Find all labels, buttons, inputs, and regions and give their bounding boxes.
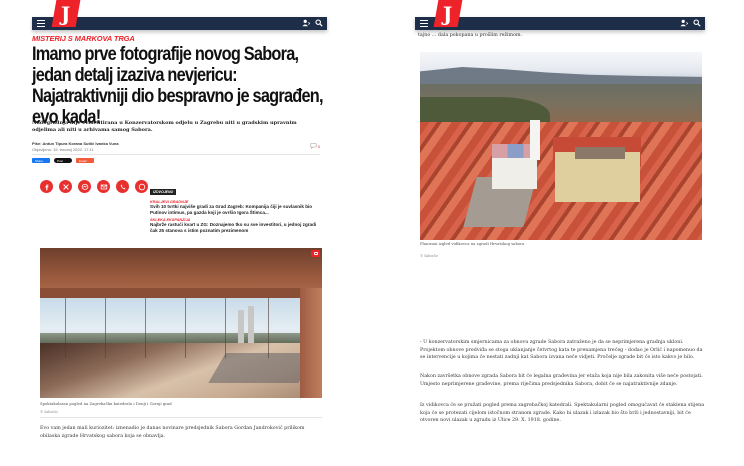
image-credit: © Sabor.hr — [40, 410, 59, 414]
window-mullion — [105, 298, 106, 358]
article-screenshot-right — [410, 0, 730, 466]
image-credit: © Sabor.hr — [420, 254, 439, 258]
share-email-button[interactable] — [76, 158, 94, 163]
user-icon[interactable] — [680, 19, 688, 27]
body-text-fragment: tajno ... dala pokopana u prošlim režimom. — [418, 33, 523, 38]
email-icon[interactable] — [97, 180, 110, 193]
related-item[interactable] — [150, 200, 325, 216]
share-label: Email — [79, 158, 87, 163]
search-icon[interactable] — [315, 19, 323, 27]
site-logo[interactable] — [434, 0, 463, 27]
share-label: Post — [57, 158, 64, 163]
comment-icon — [310, 143, 317, 149]
share-x-button[interactable] — [54, 158, 72, 163]
render-wall — [300, 288, 322, 398]
site-logo[interactable] — [52, 0, 81, 27]
whatsapp-icon[interactable] — [135, 180, 148, 193]
article-kicker: MISTERIJ S MARKOVA TRGA — [32, 34, 135, 43]
body-paragraph: Evo vam jedan mali kuriozitet: iznenadio je danas novinare predsjednik Sabora Gordan Jandroković prilikom obilaska zgrade Hrvatskog sabora koja se obnavlja. — [40, 426, 305, 439]
share-facebook-button[interactable] — [32, 158, 50, 163]
window-mullion — [225, 298, 226, 358]
hamburger-icon[interactable] — [420, 20, 428, 27]
related-title[interactable]: Svih 10 tvrtki najviše gradi za Grad Zagreb: Kompanija čiji je suvlasnik bio Putinov intimus, pa gazda koji je ovršio Igora Štimca... — [150, 204, 313, 215]
church-tower — [530, 120, 540, 160]
body-paragraph: Iz vidikovca će se pružati pogled prema zagrebačkoj katedrali. Spektakularni pogled omogućavat će staklena stijena koja će se protezati cijelom istočnom stranom zgrade. Kako bi ulazak i izlazak bio što brži i jednostavniji, bit će otvoren novi ulazak u zgradu iz Ulice 29. X. 1918. godine. — [420, 403, 705, 423]
comments-link[interactable] — [310, 143, 320, 149]
related-articles — [150, 180, 325, 234]
window-mullion — [185, 298, 186, 358]
messenger-icon[interactable] — [78, 180, 91, 193]
divider — [40, 417, 322, 418]
divider — [32, 154, 320, 155]
logo-letter: J — [61, 1, 71, 26]
camera-icon[interactable] — [311, 250, 320, 257]
x-icon[interactable] — [59, 180, 72, 193]
cathedral-spire — [238, 310, 244, 345]
image-caption: Planirani izgled vidikovca na zgradi Hrvatskog sabora — [420, 241, 525, 246]
search-icon[interactable] — [693, 19, 701, 27]
sabor-building — [555, 152, 640, 202]
related-badge: IZDVOJENO — [150, 189, 176, 195]
article-headline: Imamo prve fotografije novog Sabora, jedan detalj izaziva nevjericu: Najatraktivniji dio bespravno je sagrađen, evo kada! — [32, 44, 323, 128]
related-title[interactable]: Najbrže rastući kvart u ZG: Doznajemo tko su sve investitori, u jednoj zgradi čak 25 stanova s istim poznatim prezimenom — [150, 222, 317, 233]
related-category: SKLEKA EKSPANZIJA — [150, 218, 191, 222]
body-paragraph: - U konzervatorskim smjernicama za obnovu zgrade Sabora zatraženo je da se neprimjerena gradnja ukloni. Projektom obnove predviđa se stoga uklanjanje četvrtog kata te prenamjena trećeg - dodao je Orlić i napomenuo da se intervencije u kojima će nestati zadnji kat Sabora izvana neće vidjeti. Pročelje zgrade bit će isto kakvo je bilo. — [420, 340, 703, 360]
related-category: KRALJEVI GRADNJE — [150, 200, 189, 204]
share-buttons — [32, 158, 94, 163]
hamburger-icon[interactable] — [37, 20, 45, 27]
aerial-image[interactable] — [420, 52, 702, 240]
window-mullion — [65, 298, 66, 358]
facebook-icon[interactable] — [40, 180, 53, 193]
social-share-icons — [40, 180, 148, 193]
hero-image[interactable] — [40, 248, 322, 398]
article-screenshot-left — [30, 0, 330, 466]
body-paragraph: Nakon završetka obnove zgrada Sabora bit će legalna građevina jer etaža koja nije bila zakonita više neće postojati. Umjesto neprimjerene građevine, prema riječima predsjednika Sabora, dobit će se najatraktivnije zdanje. — [420, 374, 703, 387]
window-mullion — [268, 298, 269, 358]
window-mullion — [145, 298, 146, 358]
viber-icon[interactable] — [116, 180, 129, 193]
related-item[interactable] — [150, 218, 325, 234]
sabor-top-floor — [575, 147, 625, 159]
render-ceiling-edge — [40, 288, 322, 298]
share-label: Share — [35, 158, 44, 163]
comments-count: 0 — [317, 143, 320, 149]
user-icon[interactable] — [302, 19, 310, 27]
article-byline: Piše: Antun Tipura Korana Sutlić Ivanka Vuna — [32, 141, 119, 146]
image-caption: Spektakularan pogled na Zagrebačku katedralu i Donji i Gornji grad — [40, 401, 172, 406]
article-lead: Nadogradnja nije evidentirana u Konzervatorskom odjelu u Zagrebu niti u gradskim upravnim odjelima ali niti u arhivama samog Sabora. — [32, 120, 297, 133]
logo-letter: J — [443, 1, 453, 26]
cathedral-spire — [248, 306, 254, 345]
publish-date: Objavljeno: 15. travanj 2020. 17:11 — [32, 147, 94, 152]
